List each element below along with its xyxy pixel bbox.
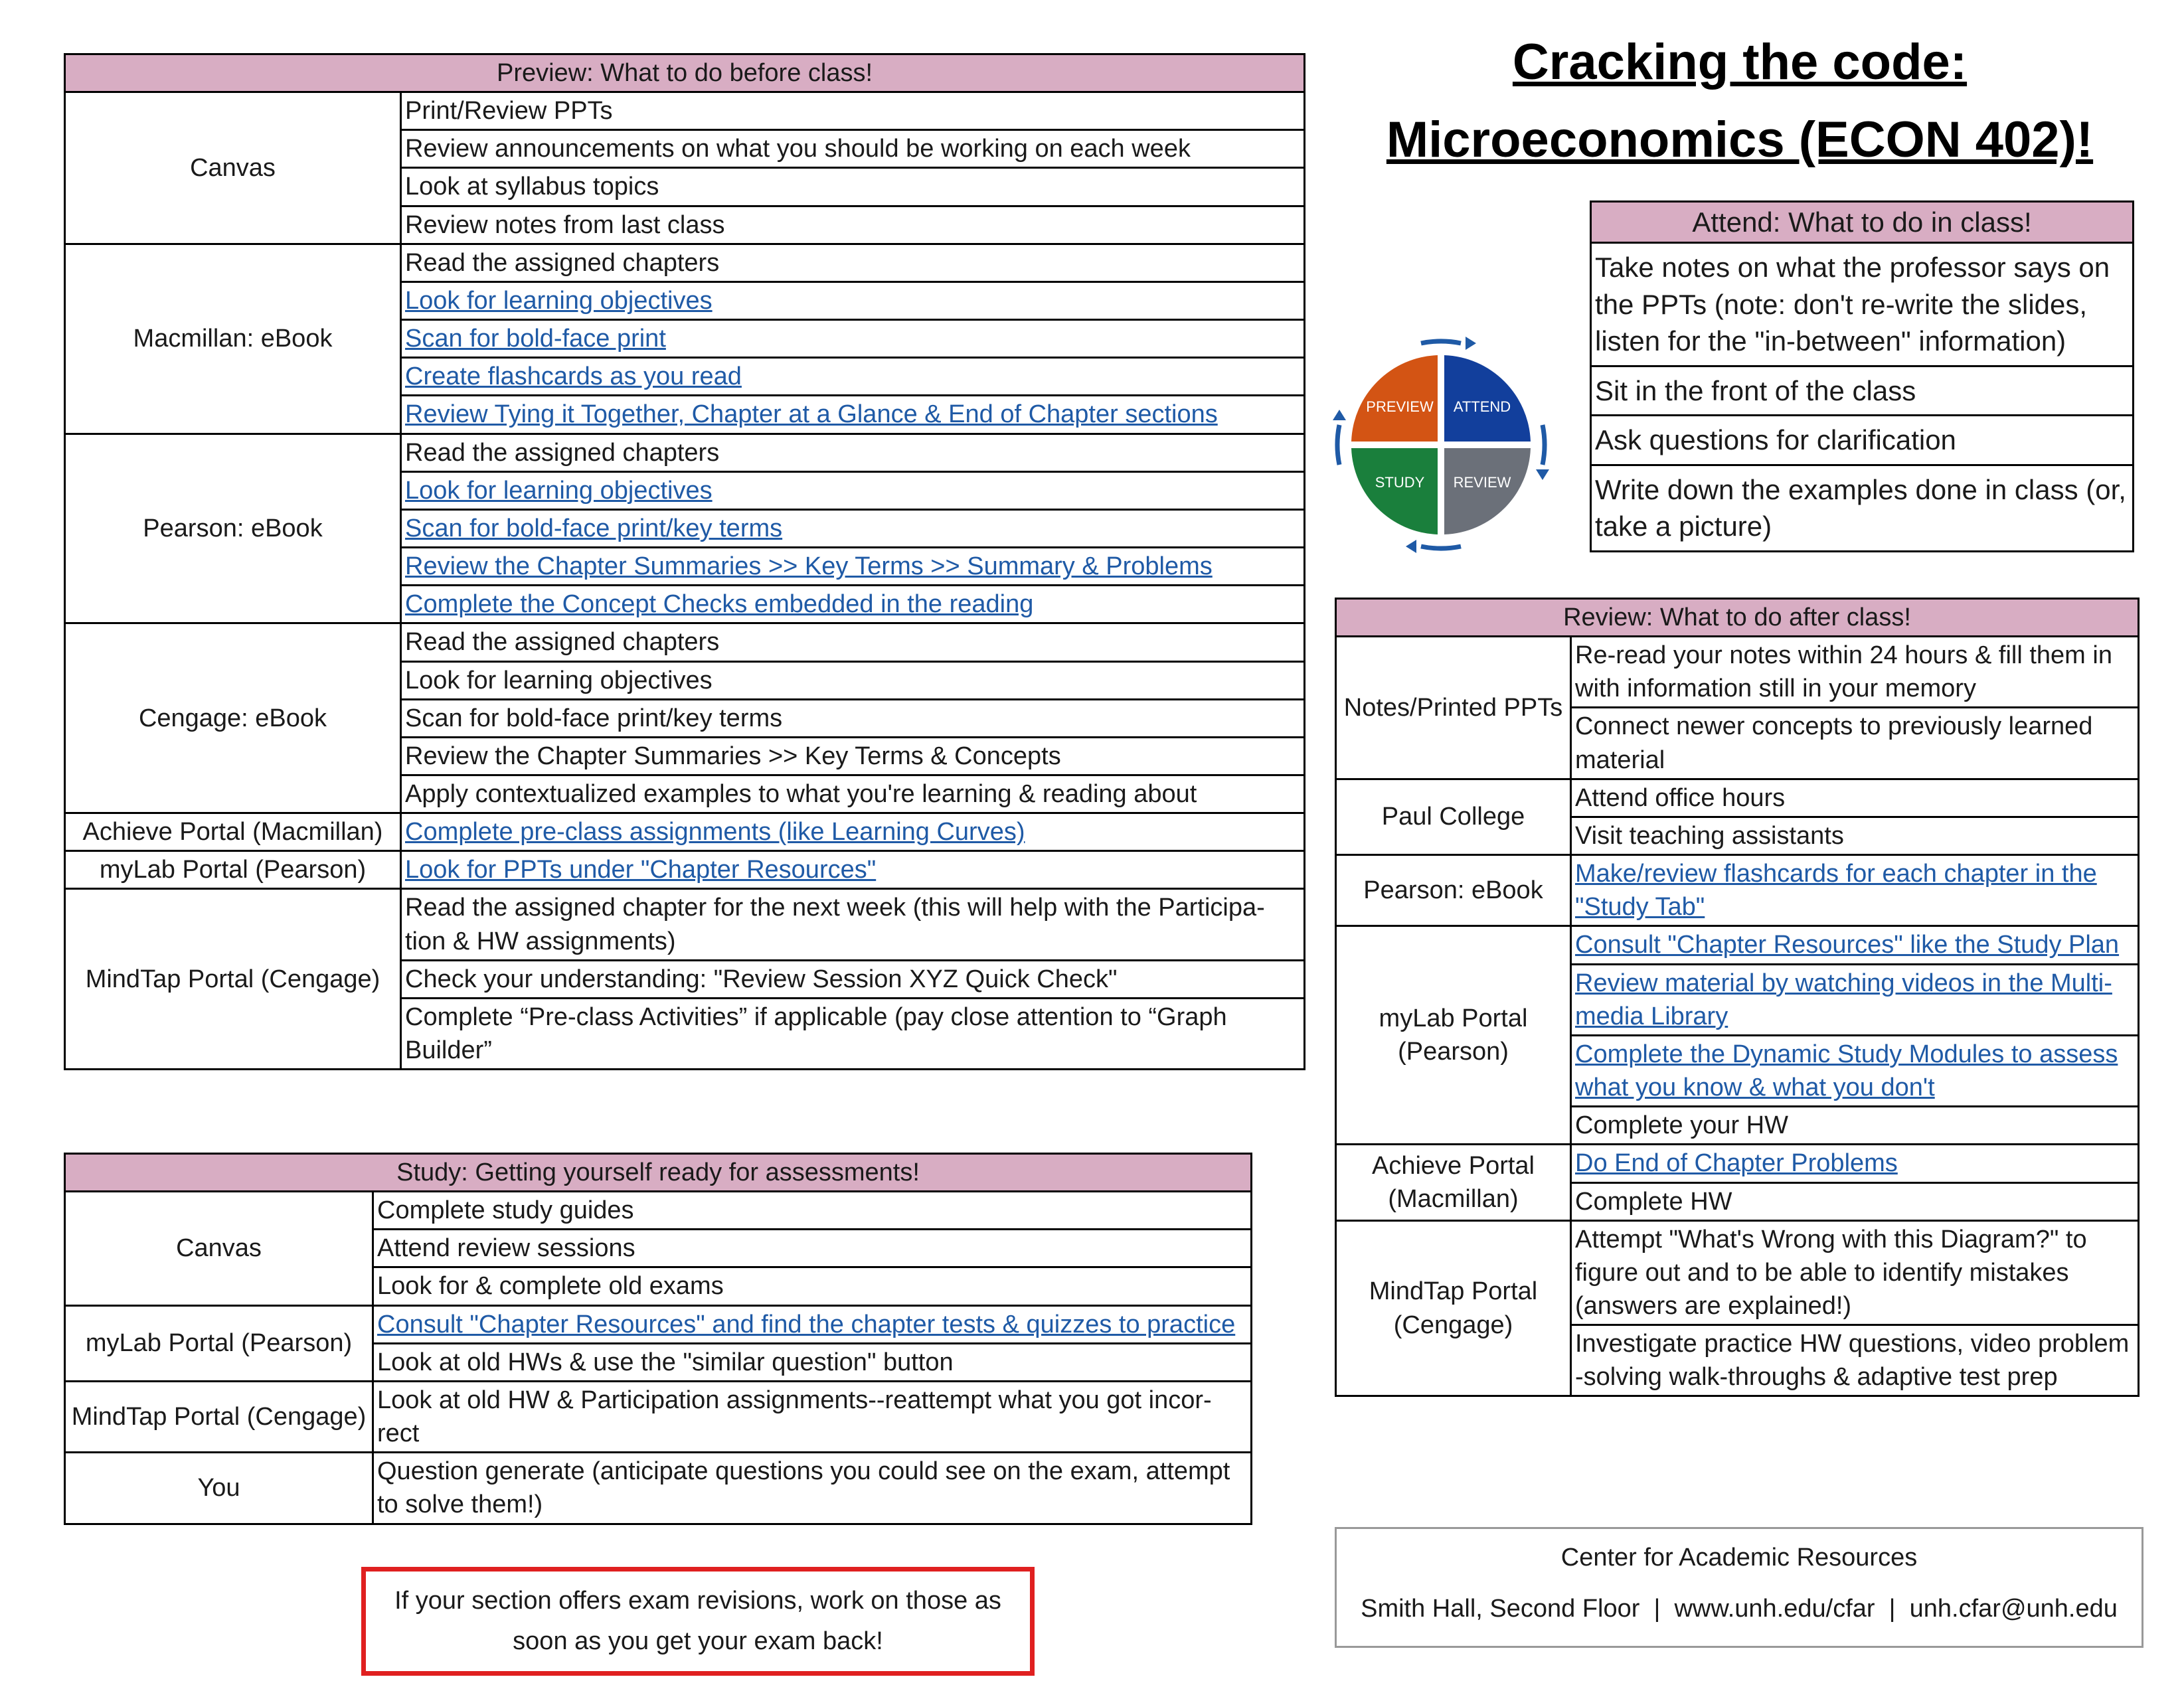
task-text: Apply contextualized examples to what you're learning & reading about (405, 779, 1197, 808)
task-text: Print/Review PPTs (405, 97, 613, 125)
attend-table (1590, 201, 2134, 552)
table-row (65, 92, 1305, 130)
task-cell (1571, 1182, 2139, 1220)
task-cell (401, 661, 1305, 699)
task-cell (401, 434, 1305, 471)
table-row (1336, 926, 2139, 964)
source-cell: Cengage: eBook (65, 623, 401, 813)
task-text: Question generate (anticipate questions you could see on the exam, attempt to solve them!) (377, 1457, 1230, 1519)
table-row (1336, 1145, 2139, 1182)
task-cell (401, 471, 1305, 509)
table-row (1591, 366, 2134, 415)
table-row (65, 1453, 1252, 1524)
source-cell: Pearson: eBook (65, 434, 401, 623)
task-text: Look for & complete old exams (377, 1272, 724, 1301)
task-cell (1571, 637, 2139, 708)
task-link[interactable]: Do End of Chapter Problems (1575, 1149, 1898, 1178)
table-row (65, 623, 1305, 661)
task-link[interactable]: Review the Chapter Summaries >> Key Terms >> Summary & Problems (405, 552, 1213, 581)
task-cell (401, 699, 1305, 737)
title-line-1: Cracking the code: (1512, 34, 1968, 90)
table-row (65, 1305, 1252, 1343)
task-cell (401, 548, 1305, 586)
source-cell: myLab Portal (Pearson) (65, 1305, 373, 1381)
task-cell (401, 206, 1305, 244)
task-cell (401, 358, 1305, 396)
title-line-2: Microeconomics (ECON 402)! (1386, 112, 2094, 168)
task-link[interactable]: Complete pre-class assignments (like Learning Curves) (405, 818, 1025, 846)
source-cell: MindTap Portal (Cengage) (65, 1381, 373, 1452)
table-row (1591, 416, 2134, 465)
task-link[interactable]: Complete the Dynamic Study Modules to assess what you know & what you don't (1575, 1040, 2118, 1102)
task-cell (373, 1343, 1252, 1381)
task-text: Read the assigned chapters (405, 628, 720, 657)
table-row (65, 1192, 1252, 1230)
table-row (1336, 779, 2139, 817)
attend-item: Sit in the front of the class (1591, 366, 2134, 415)
attend-item: Ask questions for clarification (1591, 416, 2134, 465)
task-cell (1571, 1145, 2139, 1182)
cycle-label-preview: PREVIEW (1366, 398, 1434, 415)
task-cell (1571, 1325, 2139, 1396)
source-cell: You (65, 1453, 373, 1524)
attend-item: Take notes on what the professor says on the PPTs (note: don't re-write the slides, listen for the "in-between" information) (1591, 243, 2134, 366)
source-cell: Achieve Portal (Macmillan) (1336, 1145, 1571, 1220)
task-cell (1571, 1107, 2139, 1145)
task-text: Re-read your notes within 24 hours & fill them in with information still in your memory (1575, 641, 2112, 703)
table-row (1591, 465, 2134, 551)
task-text: Visit teaching assistants (1575, 821, 1844, 850)
task-cell (1571, 1035, 2139, 1106)
task-cell (373, 1267, 1252, 1305)
task-cell (401, 623, 1305, 661)
table-row (65, 434, 1305, 471)
footer-center-name: Center for Academic Resources (1560, 1544, 1918, 1572)
cycle-arrow-right (1543, 425, 1545, 465)
task-link[interactable]: Review Tying it Together, Chapter at a Glance & End of Chapter sections (405, 400, 1218, 429)
task-cell (401, 168, 1305, 206)
task-text: Review the Chapter Summaries >> Key Terms & Concepts (405, 742, 1061, 770)
preview-table (64, 53, 1305, 1070)
task-text: Investigate practice HW questions, video problem -solving walk-throughs & adaptive test prep (1575, 1330, 2130, 1392)
task-cell (401, 244, 1305, 282)
source-cell: myLab Portal (Pearson) (1336, 926, 1571, 1145)
exam-revision-note (361, 1567, 1035, 1676)
task-cell (1571, 964, 2139, 1035)
task-cell (401, 509, 1305, 547)
task-text: Look at syllabus topics (405, 173, 659, 201)
task-cell (401, 960, 1305, 998)
task-cell (401, 775, 1305, 813)
task-cell (401, 813, 1305, 851)
task-text: Read the assigned chapters (405, 438, 720, 467)
task-cell (401, 851, 1305, 889)
review-table (1335, 598, 2140, 1397)
task-cell (401, 586, 1305, 623)
task-text: Review notes from last class (405, 210, 725, 239)
source-cell: Achieve Portal (Macmillan) (65, 813, 401, 851)
task-cell (1571, 855, 2139, 926)
table-row (1336, 637, 2139, 708)
task-cell (1571, 926, 2139, 964)
task-text: Attend review sessions (377, 1234, 635, 1263)
table-row (65, 889, 1305, 960)
center-footer (1335, 1527, 2143, 1648)
source-cell: MindTap Portal (Cengage) (65, 889, 401, 1070)
cycle-arrow-top (1421, 341, 1461, 343)
table-row (1336, 855, 2139, 926)
task-cell (373, 1230, 1252, 1267)
task-text: Complete your HW (1575, 1111, 1788, 1140)
task-text: Read the assigned chapters (405, 248, 720, 277)
source-cell: myLab Portal (Pearson) (65, 851, 401, 889)
cycle-arrow-left (1337, 425, 1339, 465)
task-text: Look for learning objectives (405, 666, 713, 694)
task-cell (1571, 817, 2139, 854)
source-cell: MindTap Portal (Cengage) (1336, 1220, 1571, 1396)
task-cell (1571, 779, 2139, 817)
task-cell (373, 1381, 1252, 1452)
cycle-label-review: REVIEW (1453, 474, 1511, 491)
study-cycle-graphic (1325, 329, 1557, 561)
source-cell: Canvas (65, 92, 401, 244)
source-cell: Canvas (65, 1192, 373, 1305)
task-text: Complete “Pre-class Activities” if applicable (pay close attention to “Graph Builder” (405, 1003, 1227, 1065)
review-header: Review: What to do after class! (1336, 599, 2139, 637)
task-text: Complete study guides (377, 1196, 634, 1225)
cycle-quadrant-study (1351, 448, 1438, 534)
table-row (65, 851, 1305, 889)
page-title (1341, 33, 2138, 169)
task-cell (373, 1192, 1252, 1230)
task-link[interactable]: Review material by watching videos in the Multi-media Library (1575, 969, 2112, 1030)
cycle-arrow-bottom (1421, 546, 1461, 548)
task-link[interactable]: Look for learning objectives (405, 286, 713, 315)
task-link[interactable]: Complete the Concept Checks embedded in the reading (405, 590, 1034, 619)
task-cell (373, 1305, 1252, 1343)
table-row (1591, 243, 2134, 366)
table-row (1336, 1220, 2139, 1325)
task-text: Check your understanding: "Review Session XYZ Quick Check" (405, 965, 1118, 993)
source-cell: Paul College (1336, 779, 1571, 854)
study-table (64, 1153, 1252, 1525)
table-row (65, 813, 1305, 851)
study-header: Study: Getting yourself ready for assessments! (65, 1154, 1252, 1192)
cycle-label-study: STUDY (1375, 474, 1425, 491)
task-cell (401, 889, 1305, 960)
task-text: Look at old HWs & use the "similar question" button (377, 1348, 954, 1376)
task-link[interactable]: Create flashcards as you read (405, 363, 742, 391)
task-link[interactable]: Scan for bold-face print (405, 325, 666, 353)
exam-revision-text: If your section offers exam revisions, work on those as soon as you get your exam back! (394, 1587, 1001, 1655)
task-cell (373, 1453, 1252, 1524)
task-cell (401, 737, 1305, 775)
source-cell: Notes/Printed PPTs (1336, 637, 1571, 779)
task-cell (401, 282, 1305, 319)
task-text: Scan for bold-face print/key terms (405, 704, 783, 732)
task-cell (1571, 708, 2139, 779)
task-text: Read the assigned chapter for the next week (this will help with the Participa-tion & HW assignments) (405, 894, 1265, 955)
task-text: Attend office hours (1575, 783, 1786, 812)
cycle-label-attend: ATTEND (1453, 398, 1511, 415)
attend-item: Write down the examples done in class (or, take a picture) (1591, 465, 2134, 551)
task-link[interactable]: Scan for bold-face print/key terms (405, 514, 783, 542)
task-link[interactable]: Consult "Chapter Resources" and find the chapter tests & quizzes to practice (377, 1310, 1236, 1338)
task-text: Look at old HW & Participation assignments--reattempt what you got incor-rect (377, 1386, 1212, 1448)
cycle-quadrant-review (1444, 448, 1531, 534)
task-text: Complete HW (1575, 1187, 1732, 1216)
task-cell (401, 396, 1305, 434)
task-link[interactable]: Make/review flashcards for each chapter in the "Study Tab" (1575, 860, 2097, 922)
footer-contact: Smith Hall, Second Floor | www.unh.edu/cfar | unh.cfar@unh.edu (1361, 1595, 2118, 1623)
task-cell (401, 130, 1305, 168)
task-link[interactable]: Look for PPTs under "Chapter Resources" (405, 856, 877, 884)
task-cell (401, 320, 1305, 358)
task-link[interactable]: Look for learning objectives (405, 476, 713, 505)
task-text: Attempt "What's Wrong with this Diagram?" to figure out and to be able to identify mistakes (answers are explained!) (1575, 1225, 2087, 1320)
task-text: Review announcements on what you should be working on each week (405, 135, 1191, 163)
table-row (65, 244, 1305, 282)
task-cell (401, 92, 1305, 130)
attend-header: Attend: What to do in class! (1591, 202, 2134, 243)
task-cell (1571, 1220, 2139, 1325)
source-cell: Pearson: eBook (1336, 855, 1571, 926)
task-link[interactable]: Consult "Chapter Resources" like the Study Plan (1575, 931, 2120, 959)
source-cell: Macmillan: eBook (65, 244, 401, 434)
task-cell (401, 998, 1305, 1069)
table-row (65, 1381, 1252, 1452)
task-text: Connect newer concepts to previously learned material (1575, 712, 2093, 774)
preview-header: Preview: What to do before class! (65, 54, 1305, 92)
